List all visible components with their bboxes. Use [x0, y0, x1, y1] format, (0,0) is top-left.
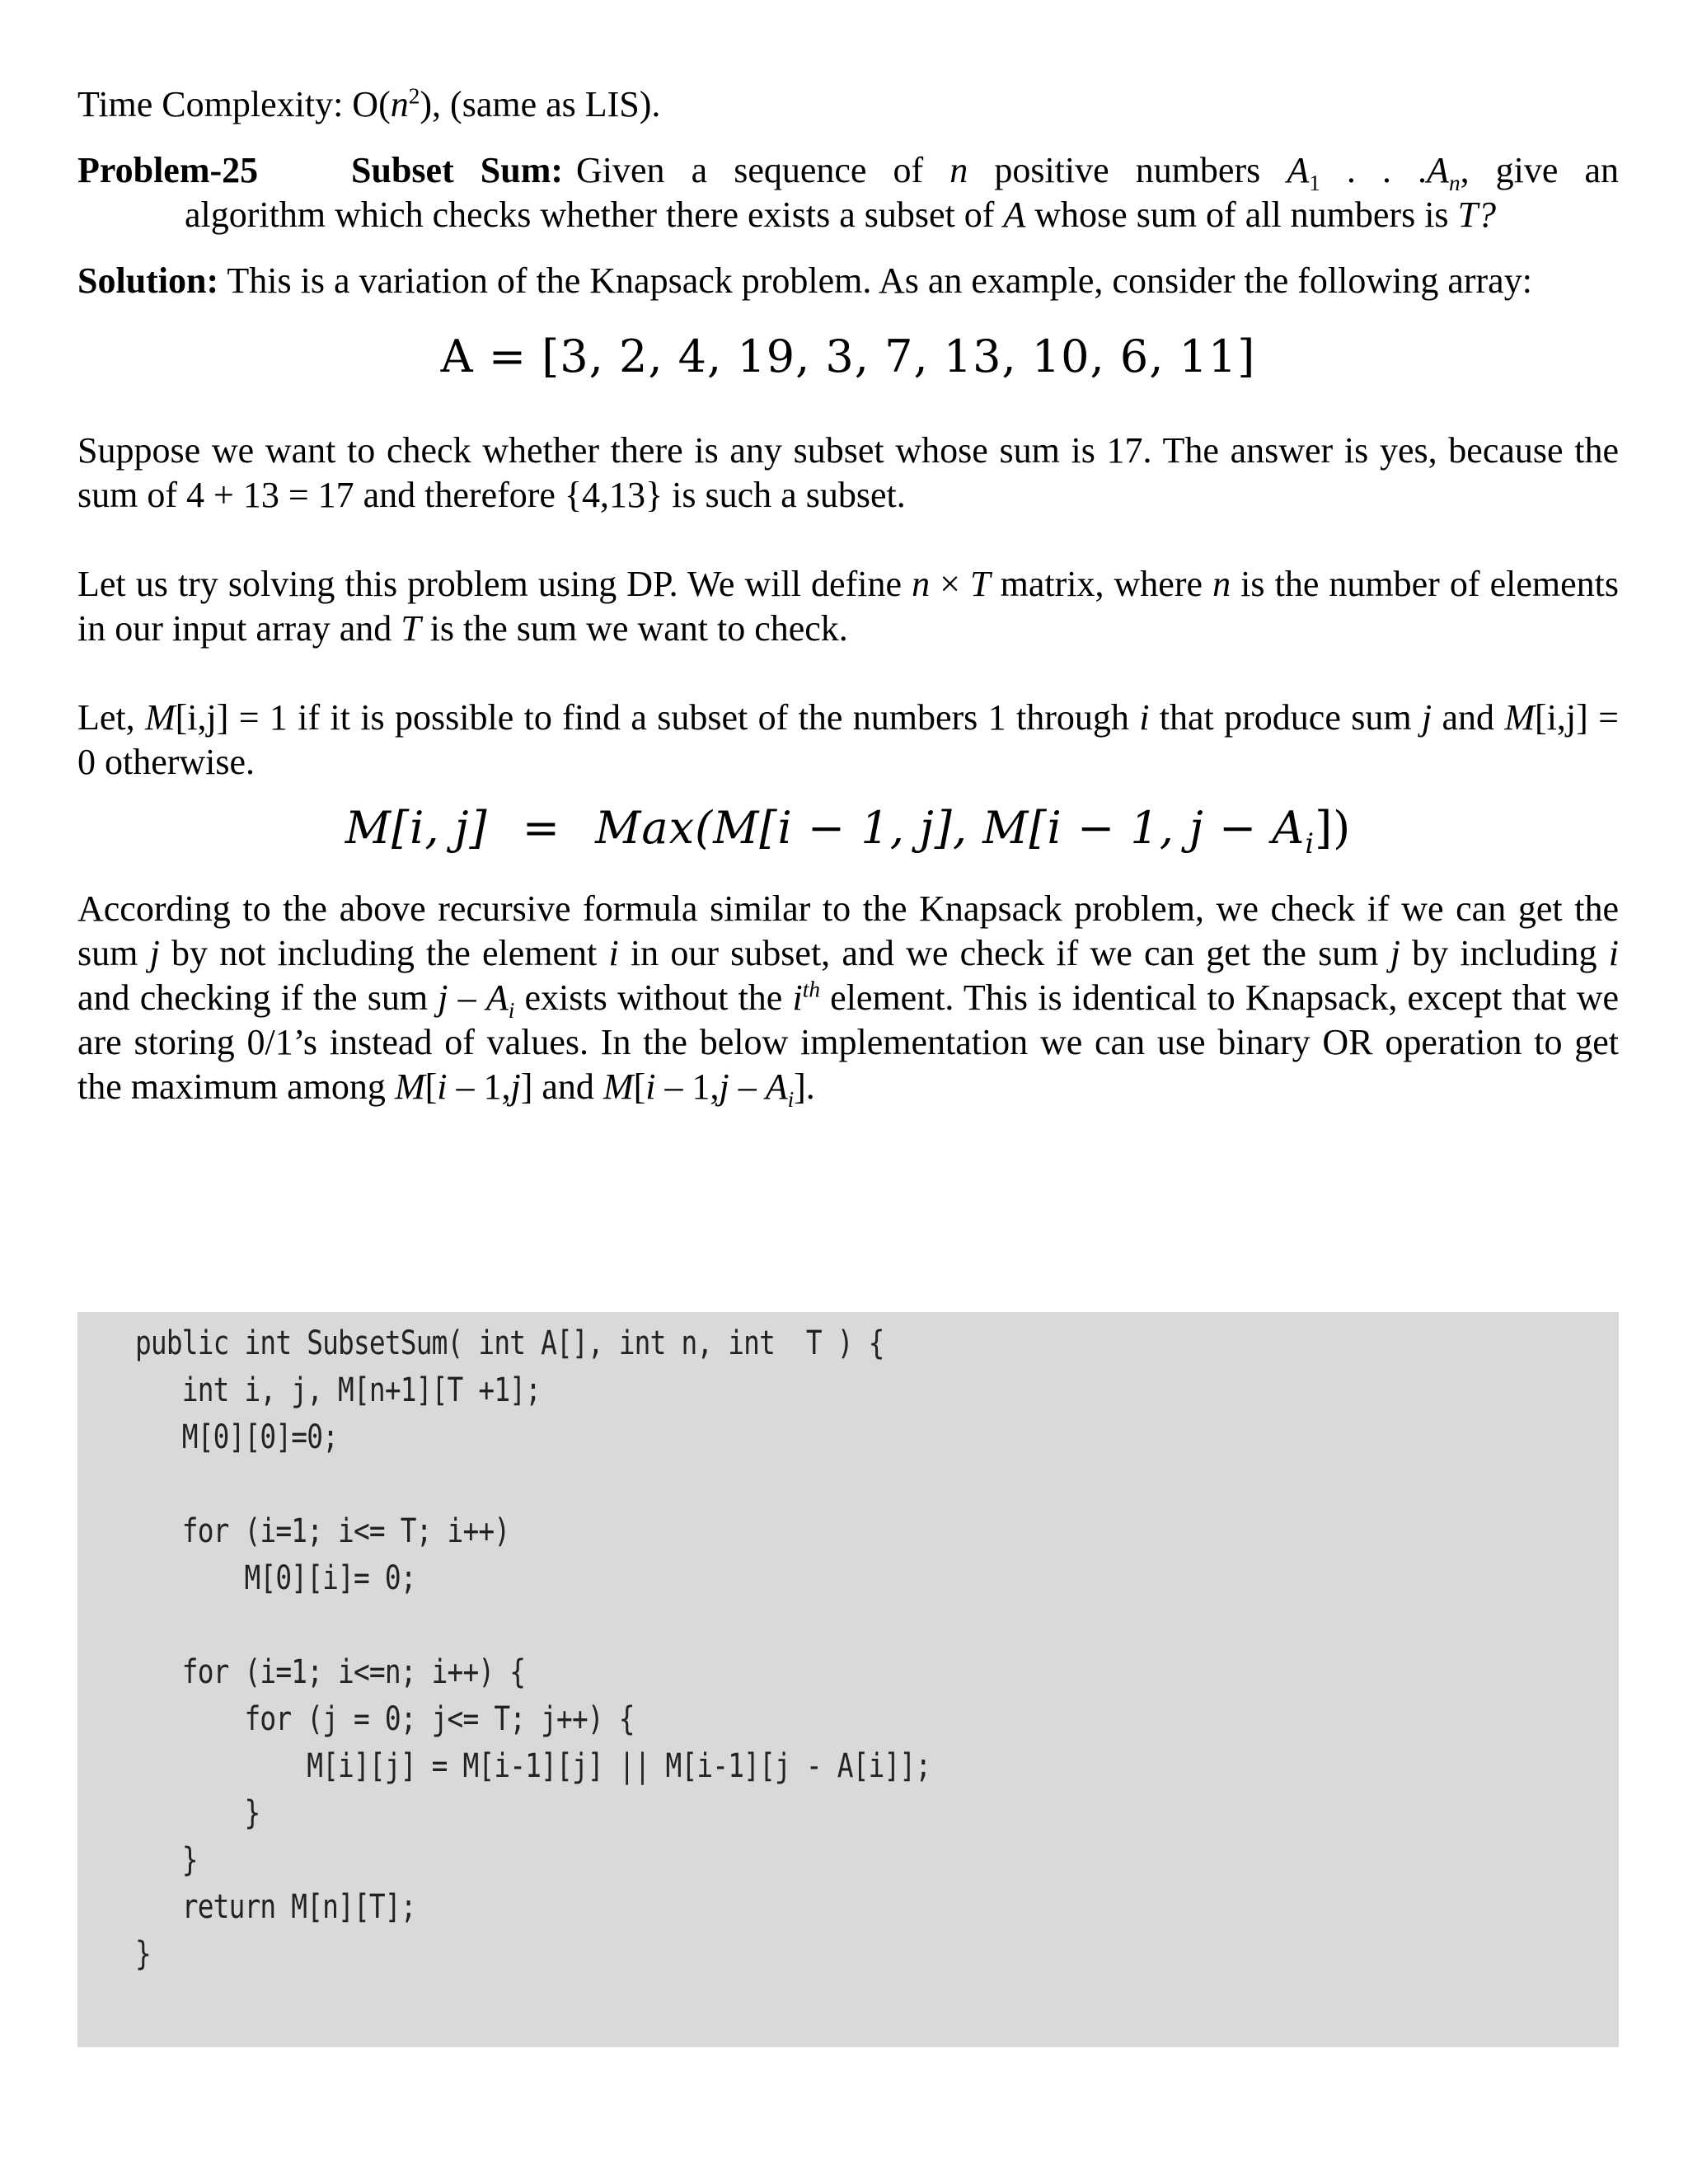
complexity-suffix: ), (same as LIS).: [420, 84, 661, 124]
problem-line-1: Subset Sum: Given a sequence of n positive numbers $A_1$ . . $.A_n$, give an: [351, 150, 1619, 195]
complexity-var: n: [390, 84, 409, 124]
document-page: [77, 49, 1620, 1112]
solution-text: This is a variation of the Knapsack problem. As an example, consider the following array:: [218, 260, 1532, 301]
problem-title: Subset Sum:: [351, 150, 564, 190]
definition-paragraph: Let, M[i,j] = 1 if it is possible to find a subset of the numbers 1 through i that produce sum j and M[i,j] = 0 otherwise.: [77, 697, 1619, 782]
time-complexity-line: [77, 82, 1619, 127]
array-formula: A = [3, 2, 4, 19, 3, 7, 13, 10, 6, 11]: [440, 330, 1256, 382]
code-listing: public int SubsetSum( int A[], int n, int T ) { int i, j, M[n+1][T +1]; M[0][0]=0; for (i=1; i<= T; i++) M[0][i]= 0; for (i=1; i<=n; i++) { for (j = 0; j<= T; j++) { M[i][j] = M[i-1][j] || M[i-1][j - A[i]]; } } return M[n][T]; }: [135, 1324, 931, 1973]
solution-label: Solution:: [77, 260, 219, 301]
problem-line-2: algorithm which checks whether there exists a subset of A whose sum of all numbers is T?: [185, 194, 1497, 235]
problem-heading: [77, 148, 1619, 193]
solution-paragraph: [77, 259, 1619, 303]
problem-label: Problem-25: [77, 150, 259, 190]
code-block: [77, 1312, 1619, 2047]
example-paragraph: Suppose we want to check whether there is any subset whose sum is 17. The answer is yes, because the sum of 4 + 13 = 17 and therefore {4,13} is such a subset.: [77, 430, 1619, 515]
recurrence-formula: M[i, j] = Max(M[i − 1, j], M[i − 1, $j - A_i$]): [345, 802, 1352, 860]
complexity-prefix: Time Complexity: O(: [77, 84, 391, 124]
complexity-sup: 2: [408, 83, 420, 109]
explanation-paragraph: According to the above recursive formula similar to the Knapsack problem, we check if we can get the sum j by not including the element i in our subset, and we check if we can get the sum j by including i and checking if the sum j – $A_i$ exists without the $i^{th}$ element. This is identical to Knapsack, except that we are storing 0/1’s instead of values. In the below implementation we can use binary OR operation to get the maximum among M[i – 1,j] and $M[i - 1,j - A_i]$.: [77, 888, 1619, 1112]
dp-paragraph: Let us try solving this problem using DP. We will define n × T matrix, where n is the number of elements in our input array and T is the sum we want to check.: [77, 564, 1620, 649]
